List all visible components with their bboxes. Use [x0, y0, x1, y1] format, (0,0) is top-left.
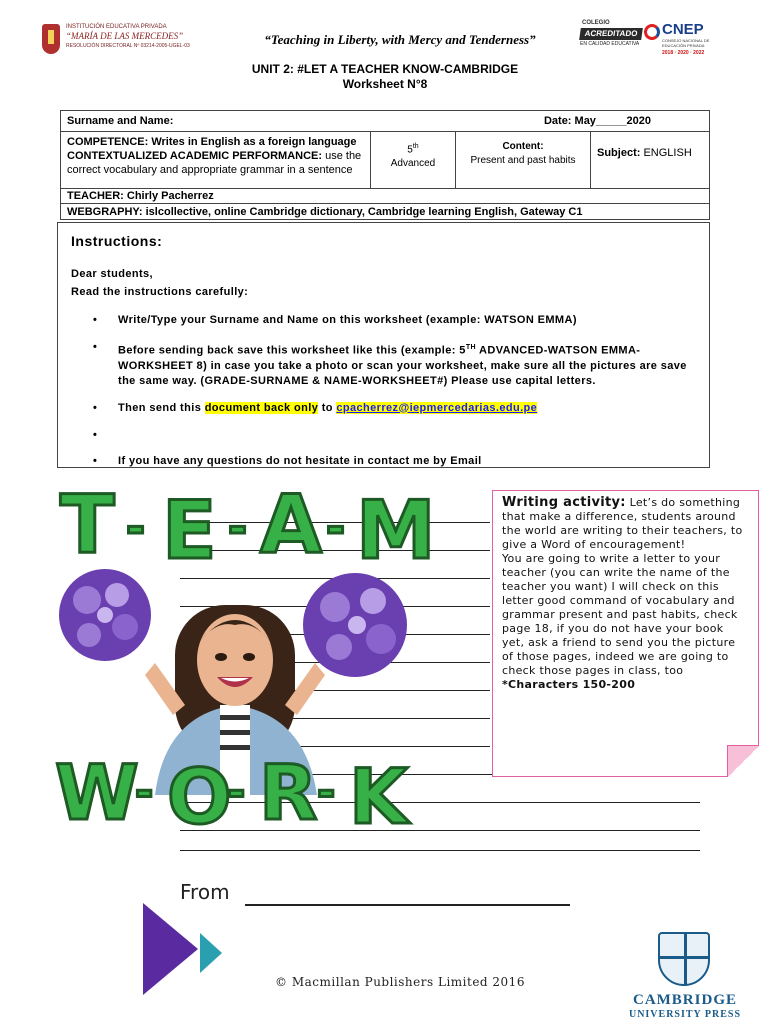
- accreditation-banner: ACREDITADO: [579, 28, 643, 40]
- info-table: [60, 110, 710, 220]
- date-label[interactable]: Date: May_____2020: [543, 115, 651, 127]
- team-letter-e: E: [162, 484, 217, 577]
- work-letter-r: R: [259, 748, 318, 837]
- cambridge-shield-icon: [658, 932, 710, 986]
- webgraphy-text: WEBGRAPHY: islcollective, online Cambridge dictionary, Cambridge learning English, Gateway C1: [67, 205, 583, 218]
- grade: 5: [407, 144, 413, 156]
- work-dash: -: [317, 766, 336, 817]
- cnep-logo-icon: [644, 24, 660, 40]
- activity-text: [502, 496, 749, 692]
- instruction-2-text-b: ADVANCED-WATSON EMMA-WORKSHEET 8) in case you take a photo or scan your worksheet, make sure all the pictures are save the same way. (GRADE-SURNAME & NAME-WORKSHEET#) Please use capital letters.: [118, 344, 687, 387]
- work-dash: -: [227, 766, 246, 817]
- instruction-item-4: [71, 454, 696, 469]
- team-letter-a: A: [260, 478, 322, 571]
- cambridge-name: CAMBRIDGE: [632, 992, 737, 1008]
- unit-title: UNIT 2: #LET A TEACHER KNOW-CAMBRIDGE: [251, 62, 519, 76]
- activity-characters: *Characters 150-200: [502, 678, 636, 691]
- instruction-item-2: [71, 340, 696, 389]
- cnep-years: 2018 · 2020 · 2022: [662, 50, 705, 56]
- instructions-title: Instructions:: [71, 233, 163, 249]
- shield-cross-vertical: [684, 934, 687, 986]
- instruction-2-text-a: Before sending back save this worksheet like this (example: 5: [118, 344, 466, 357]
- team-heading: [60, 478, 480, 577]
- school-motto: “Teaching in Liberty, with Mercy and Tenderness”: [264, 32, 536, 47]
- work-dash: -: [135, 766, 154, 817]
- accreditation-logos: [580, 20, 710, 56]
- instruction-3-text-b: to: [318, 401, 337, 414]
- school-logo: [42, 24, 192, 58]
- work-heading: [55, 748, 435, 843]
- grade-sup: th: [412, 143, 419, 150]
- info-row-name-date: [61, 111, 709, 132]
- instruction-item-1: [71, 313, 696, 328]
- info-row-teacher: [61, 189, 709, 204]
- cnep-name: CNEP: [662, 21, 704, 38]
- teacher-email-link[interactable]: cpacherrez@iepmercedarias.edu.pe: [336, 401, 538, 414]
- performance-text: use the correct vocabulary and appropriate grammar in a sentence: [67, 150, 362, 176]
- competence-text: Writes in English as a foreign language: [151, 136, 357, 148]
- macmillan-arrow-small-icon: [200, 933, 222, 973]
- content-label: Content:: [502, 141, 544, 152]
- level-cell: [371, 132, 456, 188]
- work-letter-w: W: [55, 748, 139, 837]
- school-top-text: INSTITUCIÓN EDUCATIVA PRIVADA: [66, 24, 167, 30]
- accreditation-sub: EN CALIDAD EDUCATIVA: [580, 41, 640, 47]
- team-letter-m: M: [356, 484, 436, 577]
- teacher-text: TEACHER: Chirly Pacherrez: [67, 190, 214, 202]
- subject-cell: [591, 132, 709, 188]
- work-letter-o: O: [167, 752, 232, 841]
- work-letter-k: K: [349, 752, 408, 841]
- content-cell: [456, 132, 591, 188]
- team-dash: -: [326, 500, 346, 554]
- activity-title: Writing activity:: [502, 495, 626, 510]
- info-row-competence: [61, 132, 709, 189]
- writing-line[interactable]: [180, 850, 700, 851]
- subject-label: Subject:: [597, 147, 641, 159]
- instructions-greeting: Dear students,: [71, 268, 154, 280]
- instruction-spacer: [71, 428, 696, 442]
- team-dash: -: [126, 500, 146, 554]
- instructions-read: Read the instructions carefully:: [71, 286, 249, 298]
- content-text: Present and past habits: [470, 155, 576, 166]
- instructions-list: [71, 313, 696, 469]
- cambridge-logo: [620, 932, 750, 1022]
- shield-cross-horizontal: [660, 956, 708, 959]
- team-dash: -: [228, 500, 248, 554]
- surname-label[interactable]: Surname and Name:: [67, 115, 174, 127]
- instruction-1-text: Write/Type your Surname and Name on this worksheet (example: WATSON EMMA): [118, 314, 577, 326]
- competence-label: COMPETENCE:: [67, 136, 149, 148]
- cnep-sub: CONSEJO NACIONAL DE EDUCACIÓN PRIVADA: [662, 38, 710, 48]
- instruction-3-text-a: Then send this: [118, 401, 205, 414]
- school-crest-icon: [42, 24, 60, 54]
- subject-text: ENGLISH: [643, 147, 692, 159]
- instruction-item-3: [71, 401, 696, 416]
- worksheet-title: Worksheet N°8: [342, 77, 428, 91]
- copyright-text: © Macmillan Publishers Limited 2016: [275, 975, 525, 989]
- info-row-webgraphy: [61, 204, 709, 219]
- cambridge-press: UNIVERSITY PRESS: [628, 1009, 742, 1020]
- instruction-3-highlight: document back only: [204, 401, 319, 414]
- pompom-left-icon: [59, 569, 151, 661]
- performance-label: CONTEXTUALIZED ACADEMIC PERFORMANCE:: [67, 150, 323, 162]
- instruction-2-sup: TH: [465, 344, 476, 351]
- instructions-box: [57, 222, 710, 468]
- instruction-4-text: If you have any questions do not hesitate in contact me by Email: [118, 454, 482, 467]
- activity-intro: Let’s do something that make a difference, students around the world are writing to their teachers, to give a Word of encouragement!: [502, 496, 743, 551]
- from-line[interactable]: [245, 904, 570, 906]
- school-name: “MARÍA DE LAS MERCEDES”: [66, 31, 184, 41]
- level: Advanced: [390, 158, 436, 170]
- page-curl-icon: [727, 745, 759, 777]
- pompom-right-icon: [303, 573, 407, 677]
- activity-body: You are going to write a letter to your teacher (you can write the name of the teacher you want) I will check on this letter good command of vocabulary and grammar present and past habits, check page 18, if you do not have your book yet, ask a friend to send you the picture of those pages, indeed we are going to check those pages in class, too: [502, 552, 738, 677]
- writing-activity-card: [492, 490, 759, 777]
- accreditation-top: COLEGIO: [582, 20, 610, 26]
- school-resolution: RESOLUCIÓN DIRECTORAL Nº 03214-2005-UGEL-03: [66, 43, 190, 49]
- from-label: From: [180, 880, 230, 904]
- competence-cell: [61, 132, 371, 188]
- team-letter-t: T: [60, 478, 115, 571]
